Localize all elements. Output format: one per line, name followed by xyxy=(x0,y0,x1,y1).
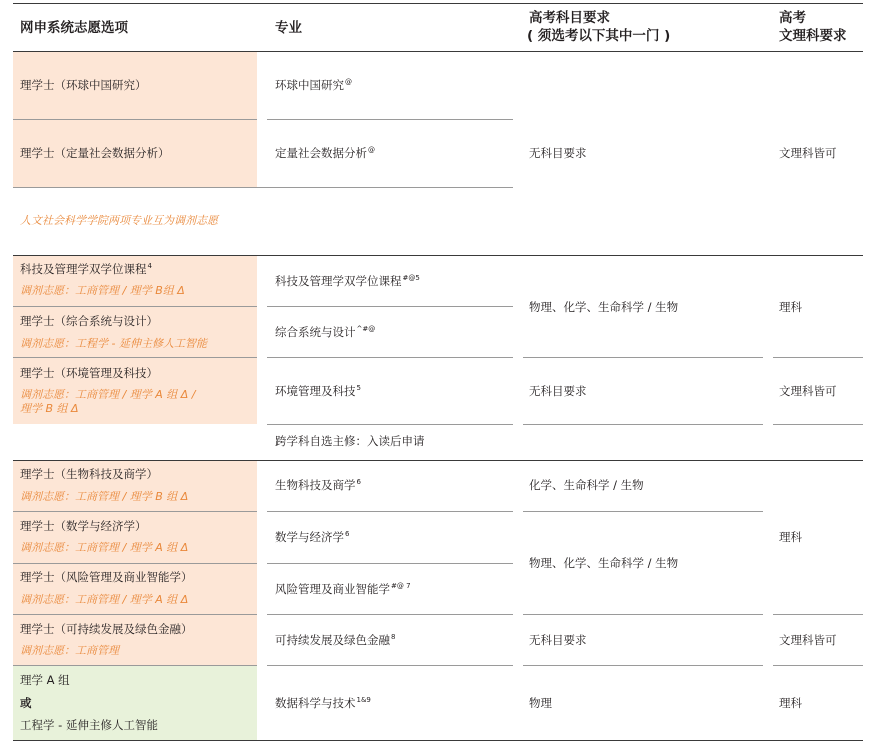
row-rule xyxy=(267,424,513,425)
option-global-china-studies: 理学士（环球中国研究） xyxy=(20,78,147,92)
row-rule xyxy=(267,306,513,307)
subject-requirement: 化学、生命科学 / 生物 xyxy=(529,478,644,492)
mutual-transfer-note: 人文社会科学学院两项专业互为调剂志愿 xyxy=(20,214,218,227)
header-major: 专业 xyxy=(275,20,302,36)
row-rule xyxy=(13,119,257,120)
table-top-rule xyxy=(13,3,863,4)
alternate-choice: 调剂志愿：工商管理 / 理学 A 组 Δ xyxy=(20,593,189,606)
row-rule xyxy=(523,424,763,425)
row-rule xyxy=(267,511,513,512)
footnote-mark: 4 xyxy=(147,262,152,270)
row-rule xyxy=(267,665,513,666)
option-integrative-systems-design: 理学士（综合系统与设计） xyxy=(20,314,158,328)
row-rule xyxy=(267,357,513,358)
row-rule xyxy=(773,614,863,615)
row-rule xyxy=(773,424,863,425)
row-rule xyxy=(523,614,763,615)
option-environmental-management: 理学士（环境管理及科技） xyxy=(20,366,158,380)
stream-requirement: 理科 xyxy=(779,300,802,314)
major-label: 科技及管理学双学位课程 xyxy=(275,274,402,288)
subject-requirement: 无科目要求 xyxy=(529,146,587,160)
row-rule xyxy=(13,665,257,666)
row-rule xyxy=(13,187,513,188)
alternate-choice: 调剂志愿：工商管理 xyxy=(20,644,119,657)
stream-requirement: 文理科皆可 xyxy=(779,633,837,647)
footnote-mark: @ xyxy=(368,146,375,154)
alternate-choice: 调剂志愿：工商管理 / 理学 B组 Δ xyxy=(20,284,185,297)
header-bottom-rule xyxy=(13,51,863,52)
header-subject-line1: 高考科目要求 xyxy=(529,10,610,26)
stream-requirement: 文理科皆可 xyxy=(779,384,837,398)
alternate-choice: 调剂志愿：工商管理 / 理学 A 组 Δ xyxy=(20,541,189,554)
row-rule xyxy=(13,614,257,615)
major-dual-degree-tech-management xyxy=(275,274,420,289)
major-label: 生物科技及商学 xyxy=(275,478,356,492)
table-bottom-rule xyxy=(13,740,863,741)
major-label: 风险管理及商业智能学 xyxy=(275,582,390,596)
footnote-mark: 5 xyxy=(356,384,361,392)
row-rule xyxy=(267,119,513,120)
row-rule xyxy=(523,511,763,512)
subject-requirement: 无科目要求 xyxy=(529,384,587,398)
option-sustainability-green-finance: 理学士（可持续发展及绿色金融） xyxy=(20,622,193,636)
row-rule xyxy=(267,614,513,615)
option-or: 或 xyxy=(20,696,32,710)
row-rule xyxy=(13,306,257,307)
option-risk-management-bi: 理学士（风险管理及商业智能学） xyxy=(20,570,193,584)
option-quantitative-social-analysis: 理学士（定量社会数据分析） xyxy=(20,146,170,160)
section-rule-2 xyxy=(13,460,863,461)
major-global-china-studies xyxy=(275,78,352,93)
footnote-mark: 6 xyxy=(356,478,361,486)
stream-requirement: 理科 xyxy=(779,696,802,710)
major-data-science-technology xyxy=(275,696,371,711)
header-stream-line1: 高考 xyxy=(779,10,806,26)
major-label: 可持续发展及绿色金融 xyxy=(275,633,390,647)
subject-requirement: 物理、化学、生命科学 / 生物 xyxy=(529,300,679,314)
alternate-choice: 调剂志愿：工商管理 / 理学 A 组 Δ / xyxy=(20,388,196,401)
major-label: 环球中国研究 xyxy=(275,78,344,92)
major-risk-management-bi xyxy=(275,582,411,597)
alternate-choice-cont: 理学 B 组 Δ xyxy=(20,402,79,415)
option-science-group-a: 理学 A 组 xyxy=(20,673,70,687)
major-integrative-systems-design xyxy=(275,325,375,340)
row-rule xyxy=(523,357,763,358)
row-rule xyxy=(13,511,257,512)
footnote-mark: @ xyxy=(345,78,352,86)
row-rule xyxy=(523,665,763,666)
row-rule xyxy=(773,357,863,358)
major-label: 环境管理及科技 xyxy=(275,384,356,398)
footnote-mark: ^#@ xyxy=(356,325,376,333)
row-rule xyxy=(773,665,863,666)
subject-requirement: 物理 xyxy=(529,696,552,710)
footnote-mark: 1&9 xyxy=(356,696,371,704)
interdisciplinary-major-note: 跨学科自选主修：入读后申请 xyxy=(275,434,425,448)
footnote-mark: #@ 7 xyxy=(391,582,411,590)
major-biotech-business xyxy=(275,478,361,493)
header-stream-line2: 文理科要求 xyxy=(779,28,847,44)
footnote-mark: 8 xyxy=(391,633,396,641)
row-rule xyxy=(267,563,513,564)
row-rule xyxy=(13,563,257,564)
major-environmental-management xyxy=(275,384,361,399)
major-label: 综合系统与设计 xyxy=(275,325,356,339)
major-sustainability-green-finance xyxy=(275,633,395,648)
option-math-economics: 理学士（数学与经济学） xyxy=(20,519,147,533)
footnote-mark: #@5 xyxy=(402,274,420,282)
header-option: 网申系统志愿选项 xyxy=(20,20,128,36)
option-label: 科技及管理学双学位课程 xyxy=(20,262,147,276)
header-subject-line2: ( 须选考以下其中一门 ) xyxy=(527,28,671,44)
major-label: 数学与经济学 xyxy=(275,530,344,544)
stream-requirement: 文理科皆可 xyxy=(779,146,837,160)
option-engineering-ai: 工程学 - 延伸主修人工智能 xyxy=(20,718,158,732)
stream-requirement: 理科 xyxy=(779,530,802,544)
row-rule xyxy=(13,357,257,358)
section-rule-1 xyxy=(13,255,863,256)
option-dual-degree-tech-management xyxy=(20,262,152,277)
subject-requirement: 无科目要求 xyxy=(529,633,587,647)
major-quantitative-social-analysis xyxy=(275,146,375,161)
alternate-choice: 调剂志愿：工程学 - 延伸主修人工智能 xyxy=(20,337,207,350)
footnote-mark: 6 xyxy=(345,530,350,538)
major-label: 定量社会数据分析 xyxy=(275,146,367,160)
major-label: 数据科学与技术 xyxy=(275,696,356,710)
major-math-economics xyxy=(275,530,349,545)
option-biotech-business: 理学士（生物科技及商学） xyxy=(20,467,158,481)
alternate-choice: 调剂志愿：工商管理 / 理学 B 组 Δ xyxy=(20,490,189,503)
subject-requirement: 物理、化学、生命科学 / 生物 xyxy=(529,556,679,570)
